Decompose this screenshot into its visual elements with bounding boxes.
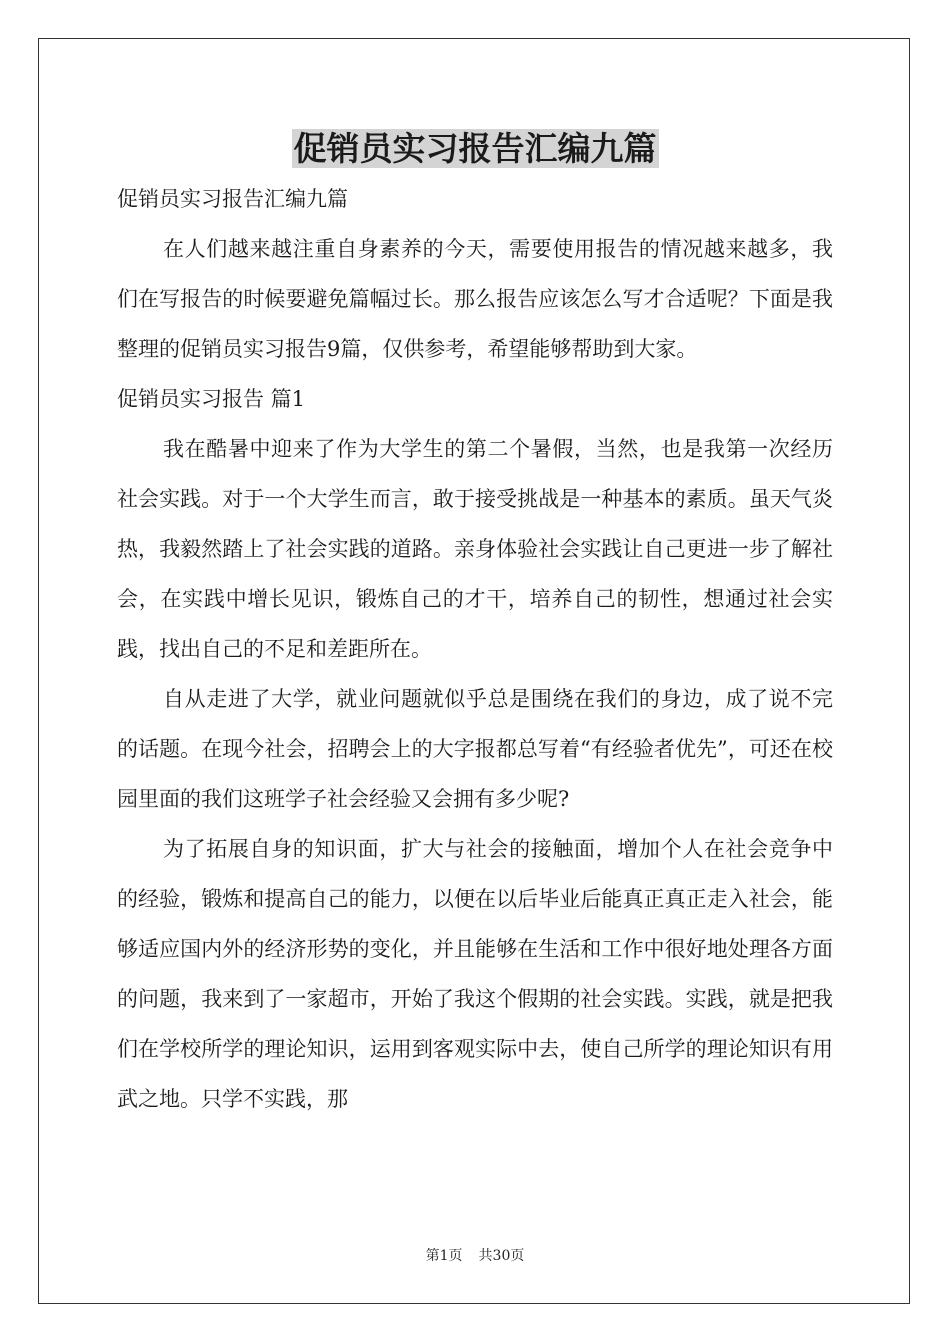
- document-title: [0, 126, 950, 172]
- document-body: [117, 174, 833, 1124]
- subtitle-line: 促销员实习报告汇编九篇: [117, 187, 348, 211]
- section-heading: 促销员实习报告 篇1: [117, 387, 306, 411]
- body-paragraph: 为了拓展自身的知识面，扩大与社会的接触面，增加个人在社会竞争中的经验，锻炼和提高自己的能力，以便在以后毕业后能真正真正走入社会，能够适应国内外的经济形势的变化，并且能够在生活和工作中很好地处理各方面的问题，我来到了一家超市，开始了我这个假期的社会实践。实践，就是把我们在学校所学的理论知识，运用到客观实际中去，使自己所学的理论知识有用武之地。只学不实践，那: [117, 837, 833, 1111]
- page-footer: [0, 1246, 950, 1266]
- intro-paragraph: 在人们越来越注重自身素养的今天，需要使用报告的情况越来越多，我们在写报告的时候要避免篇幅过长。那么报告应该怎么写才合适呢？下面是我整理的促销员实习报告9篇，仅供参考，希望能够帮助到大家。: [117, 237, 833, 361]
- body-paragraph: 自从走进了大学，就业问题就似乎总是围绕在我们的身边，成了说不完的话题。在现今社会，招聘会上的大字报都总写着“有经验者优先”，可还在校园里面的我们这班学子社会经验又会拥有多少呢?: [117, 687, 833, 811]
- document-title-text: 促销员实习报告汇编九篇: [293, 129, 657, 168]
- page-number: 第1页: [425, 1248, 463, 1264]
- page-total: 共30页: [478, 1248, 525, 1264]
- body-paragraph: 我在酷暑中迎来了作为大学生的第二个暑假，当然，也是我第一次经历社会实践。对于一个大学生而言，敢于接受挑战是一种基本的素质。虽天气炎热，我毅然踏上了社会实践的道路。亲身体验社会实践让自己更进一步了解社会，在实践中增长见识，锻炼自己的才干，培养自己的韧性，想通过社会实践，找出自己的不足和差距所在。: [117, 437, 833, 661]
